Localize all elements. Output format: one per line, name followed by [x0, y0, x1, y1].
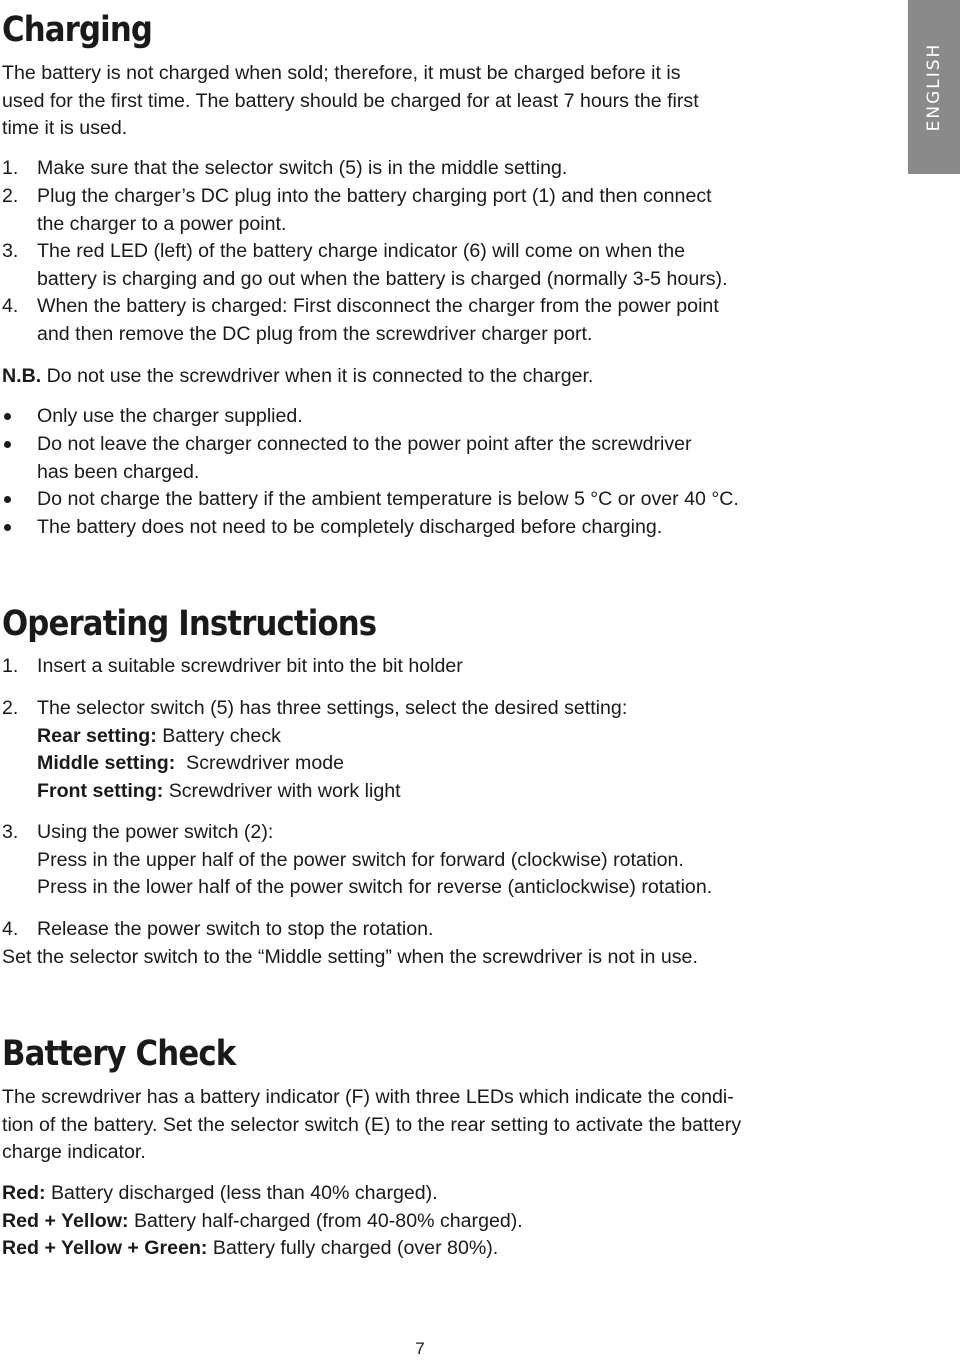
step-number: 2.: [2, 185, 19, 207]
bullet-text: The battery does not need to be completely discharged before charging.: [37, 516, 663, 538]
step-number: 1.: [2, 157, 19, 179]
step-text: Make sure that the selector switch (5) is in the middle setting.: [37, 157, 568, 179]
language-tab-label: ENGLISH: [924, 42, 944, 132]
step-text: The selector switch (5) has three settings, select the desired setting:: [37, 697, 628, 719]
setting-row: [37, 750, 344, 778]
nb-label: N.B.: [2, 365, 42, 387]
bullet-text: Do not charge the battery if the ambient temperature is below 5 °C or over 40 °C.: [37, 488, 739, 510]
setting-value: Screwdriver with work light: [163, 779, 401, 802]
battery-level-value: Battery half-charged (from 40-80% charged).: [128, 1209, 523, 1232]
step-text: and then remove the DC plug from the screwdriver charger port.: [37, 322, 593, 345]
battery-level-label: Red:: [2, 1182, 46, 1204]
step-text: Using the power switch (2):: [37, 821, 274, 843]
setting-row: [37, 778, 401, 806]
operating-heading: Operating Instructions: [2, 604, 377, 644]
battery-heading: Battery Check: [2, 1034, 236, 1074]
bullet-dot: [4, 413, 11, 420]
battery-intro-line: tion of the battery. Set the selector switch (E) to the rear setting to activate the battery: [2, 1113, 742, 1136]
step-text: battery is charging and go out when the battery is charged (normally 3-5 hours).: [37, 267, 728, 290]
battery-level-value: Battery fully charged (over 80%).: [207, 1237, 499, 1260]
setting-value: Screwdriver mode: [175, 752, 345, 775]
nb-text: Do not use the screwdriver when it is connected to the charger.: [41, 365, 594, 387]
setting-label: Middle setting:: [37, 752, 176, 775]
step-number: 3.: [2, 240, 19, 262]
bullet-dot: [4, 496, 11, 503]
charging-intro-line: The battery is not charged when sold; therefore, it must be charged before it is: [2, 62, 681, 84]
step-number: 3.: [2, 821, 19, 843]
step-text: When the battery is charged: First disconnect the charger from the power point: [37, 295, 719, 317]
step-text: Insert a suitable screwdriver bit into the bit holder: [37, 655, 463, 677]
charging-intro-line: time it is used.: [2, 117, 128, 140]
bullet-text: Do not leave the charger connected to the power point after the screwdriver: [37, 433, 692, 455]
step-number: 4.: [2, 918, 19, 940]
setting-value: Battery check: [156, 724, 281, 747]
bullet-text: has been charged.: [37, 460, 200, 483]
step-text: Press in the upper half of the power switch for forward (clockwise) rotation.: [37, 848, 684, 871]
step-text: The red LED (left) of the battery charge indicator (6) will come on when the: [37, 240, 685, 262]
step-number: 1.: [2, 655, 19, 677]
setting-label: Front setting:: [37, 779, 164, 802]
battery-level-row: [2, 1180, 438, 1208]
battery-level-row: [2, 1235, 498, 1263]
battery-intro-line: The screwdriver has a battery indicator (F) with three LEDs which indicate the condi-: [2, 1086, 734, 1108]
language-tab: [908, 0, 960, 174]
charging-intro-line: used for the first time. The battery should be charged for at least 7 hours the first: [2, 89, 699, 112]
operating-closing-note: Set the selector switch to the “Middle setting” when the screwdriver is not in use.: [2, 946, 698, 968]
battery-level-row: [2, 1208, 523, 1236]
battery-level-label: Red + Yellow + Green:: [2, 1237, 208, 1260]
bullet-dot: [4, 441, 11, 448]
battery-level-value: Battery discharged (less than 40% charged).: [45, 1182, 438, 1204]
step-text: Release the power switch to stop the rotation.: [37, 918, 434, 940]
bullet-dot: [4, 524, 11, 531]
battery-intro-line: charge indicator.: [2, 1141, 146, 1164]
setting-label: Rear setting:: [37, 724, 157, 747]
step-number: 2.: [2, 697, 19, 719]
bullet-text: Only use the charger supplied.: [37, 405, 303, 427]
setting-row: [37, 723, 281, 751]
step-text: Plug the charger’s DC plug into the battery charging port (1) and then connect: [37, 185, 712, 207]
step-text: the charger to a power point.: [37, 212, 287, 235]
step-text: Press in the lower half of the power switch for reverse (anticlockwise) rotation.: [37, 876, 713, 899]
charging-heading: Charging: [2, 10, 153, 50]
nb-note: [2, 363, 593, 391]
battery-level-label: Red + Yellow:: [2, 1209, 129, 1232]
step-number: 4.: [2, 295, 19, 317]
page-number: 7: [415, 1339, 425, 1358]
